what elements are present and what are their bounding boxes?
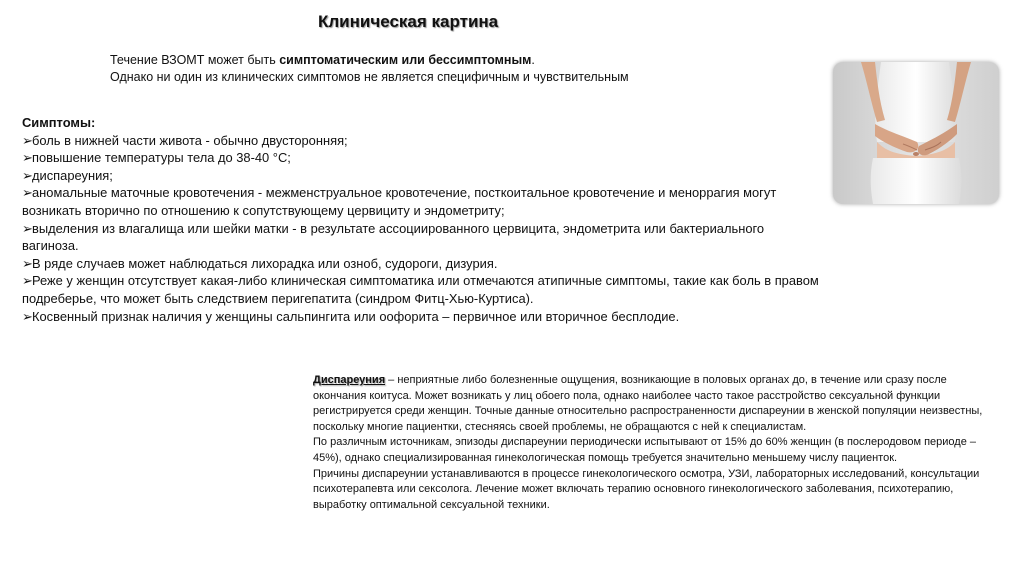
arrow-bullet-icon: ➢ xyxy=(22,185,33,201)
symptom-item: ➢повышение температуры тела до 38-40 °С; xyxy=(22,150,291,166)
dyspareunia-note xyxy=(313,373,1003,513)
symptoms-heading: Симптомы: xyxy=(22,115,96,130)
woman-abdomen-photo xyxy=(833,62,999,204)
symptom-item: ➢Реже у женщин отсутствует какая-либо клиническая симптоматика или отмечаются атипичные симптомы, такие как боль в правом подреберье, что может быть следствием перигепатита (синдром Фитц-Хью-Куртиса). xyxy=(22,273,819,306)
note-paragraph-1 xyxy=(313,373,1003,435)
note-term: Диспареуния xyxy=(313,374,386,386)
arrow-bullet-icon: ➢ xyxy=(22,220,33,236)
page-title: Клиническая картина xyxy=(318,12,499,31)
arrow-bullet-icon: ➢ xyxy=(22,255,33,271)
note-definition: – неприятные либо болезненные ощущения, возникающие в половых органах до, в течение или сразу после окончания коитуса. Может возникать у лиц обоего пола, однако наиболее часто такое расстройство сексуальной функции регистрируется среди женщин. Точные данные относительно распространенности диспареунии в женской популяции неизвестны, поскольку многие пациентки, стесняясь своей проблемы, не обращаются с ней к специалистам. xyxy=(313,374,983,433)
symptom-item: ➢В ряде случаев может наблюдаться лихорадка или озноб, судороги, дизурия. xyxy=(22,255,498,271)
intro-text xyxy=(110,52,629,86)
arrow-bullet-icon: ➢ xyxy=(22,150,33,166)
intro-line-2: Однако ни один из клинических симптомов не является специфичным и чувствительным xyxy=(110,70,629,84)
note-paragraph-3: Причины диспареунии устанавливаются в процессе гинекологического осмотра, УЗИ, лабораторных исследований, консультации психотерапевта или сексолога. Лечение может включать терапию основного гинекологического заболевания, психотерапию, выработку оптимальной сексуальной техники. xyxy=(313,467,980,511)
woman-abdomen-illustration xyxy=(833,62,999,204)
symptoms-block xyxy=(22,114,822,325)
symptom-item: ➢диспареуния; xyxy=(22,167,113,183)
symptom-item: ➢аномальные маточные кровотечения - межменструальное кровотечение, посткоитальное кровотечение и меноррагия могут возникать вторично по отношению к сопутствующему цервициту и эндометриту; xyxy=(22,185,777,218)
symptom-item: ➢Косвенный признак наличия у женщины сальпингита или оофорита – первичное или вторичное бесплодие. xyxy=(22,308,680,324)
symptom-item: ➢выделения из влагалища или шейки матки - в результате ассоциированного цервицита, эндометрита или бактериального вагиноза. xyxy=(22,220,765,254)
intro-line-1: Течение ВЗОМТ может быть симптоматическим или бессимптомным. xyxy=(110,53,535,67)
arrow-bullet-icon: ➢ xyxy=(22,308,33,324)
arrow-bullet-icon: ➢ xyxy=(22,273,33,289)
symptom-item: ➢боль в нижней части живота - обычно двусторонняя; xyxy=(22,132,348,148)
arrow-bullet-icon: ➢ xyxy=(22,167,33,183)
note-paragraph-2: По различным источникам, эпизоды диспареунии периодически испытывают от 15% до 60% женщин (в послеродовом периоде – 45%), однако специализированная гинекологическая помощь требуется значительно меньшему числу пациенток. xyxy=(313,436,976,464)
arrow-bullet-icon: ➢ xyxy=(22,132,33,148)
